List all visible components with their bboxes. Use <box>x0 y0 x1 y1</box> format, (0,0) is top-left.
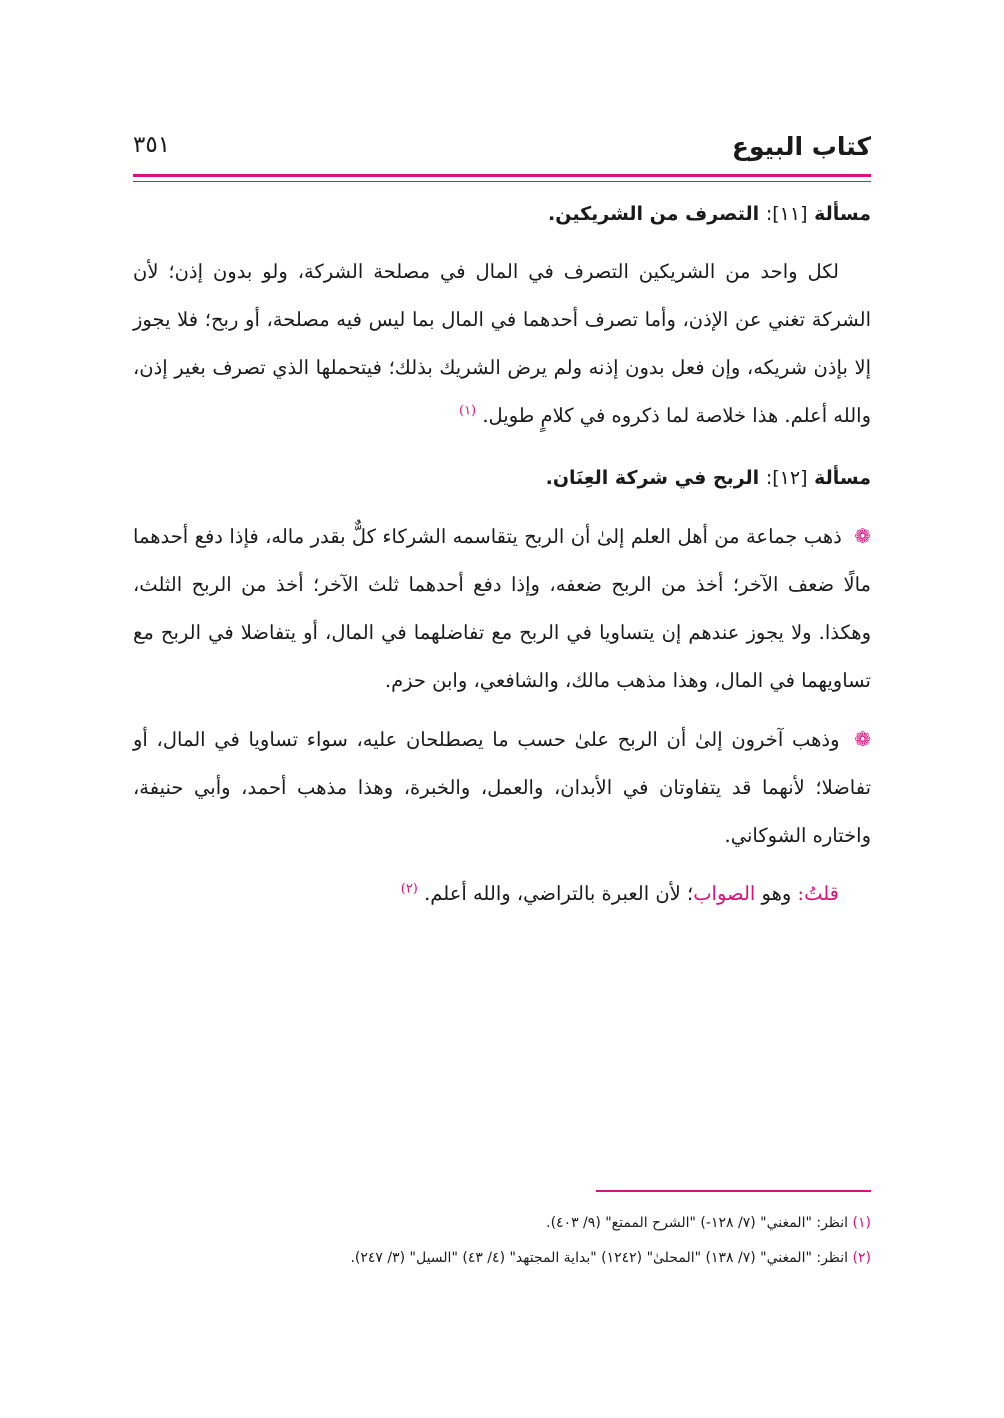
heading-label: مسألة <box>814 467 871 489</box>
conclusion-post: ؛ لأن العبرة بالتراضي، والله أعلم. <box>424 882 694 905</box>
page-number: ٣٥١ <box>133 132 171 158</box>
header-rule-thin <box>133 181 871 182</box>
footnote-number: (١) <box>852 1215 871 1231</box>
footnote-2 <box>133 1241 871 1276</box>
paragraph-text: وذهب آخرون إلىٰ أن الربح علىٰ حسب ما يصطلحان عليه، سواء تساويا في المال، أو تفاضلا؛ لأنهما قد يتفاوتان في الأبدان، والعمل، والخبرة، وهذا مذهب أحمد، وأبي حنيفة، واختاره الشوكاني. <box>133 728 871 847</box>
footnote-number: (٢) <box>852 1250 871 1266</box>
heading-title: الربح في شركة العِنَان. <box>545 467 760 489</box>
heading-label: مسألة <box>814 203 871 225</box>
footnote-text: انظر: "المغني" (٧/ ١٣٨) "المحلىٰ" (١٢٤٢) "بداية المجتهد" (٤/ ٤٣) "السيل" (٣/ ٢٤٧). <box>350 1250 849 1266</box>
footnote-separator <box>596 1190 871 1192</box>
book-title: كتاب البيوع <box>731 132 871 161</box>
footnote-ref-2[interactable]: (٢) <box>400 881 418 897</box>
footnote-text: انظر: "المغني" (٧/ ١٢٨-) "الشرح الممتع" (٩/ ٤٠٣). <box>546 1215 849 1231</box>
section-12-paragraph-2 <box>133 715 871 860</box>
section-heading-11 <box>133 190 871 238</box>
section-11-paragraph <box>133 248 871 440</box>
flower-ornament-icon: ❁ <box>854 727 872 751</box>
page-header <box>133 128 871 174</box>
page-content <box>133 190 871 918</box>
flower-ornament-icon: ❁ <box>854 524 871 548</box>
footnote-1 <box>133 1206 871 1241</box>
header-rule-thick <box>133 174 871 177</box>
footnotes <box>133 1206 871 1276</box>
heading-number: [١١]: <box>765 203 808 225</box>
heading-number: [١٢]: <box>765 467 808 489</box>
qultu-label: قلتُ: <box>797 882 839 905</box>
section-12-paragraph-1 <box>133 512 871 705</box>
conclusion-pre: وهو <box>761 882 792 905</box>
paragraph-text: ذهب جماعة من أهل العلم إلىٰ أن الربح يتقاسمه الشركاء كلٌّ بقدر ماله، فإذا دفع أحدهما مالًا ضعف الآخر؛ أخذ من الربح ضعفه، وإذا دفع أحدهما ثلث الآخر؛ أخذ من الربح الثلث، وهكذا. ولا يجوز عندهم إن يتساويا في الربح مع تفاضلهما في المال، أو يتفاضلا في الربح مع تساويهما في المال، وهذا مذهب مالك، والشافعي، وابن حزم. <box>133 525 871 692</box>
section-12-conclusion <box>133 870 871 918</box>
heading-title: التصرف من الشريكين. <box>548 203 760 225</box>
conclusion-highlight: الصواب <box>693 882 756 905</box>
section-heading-12 <box>133 454 871 502</box>
footnote-ref-1[interactable]: (١) <box>458 403 477 419</box>
paragraph-text: لكل واحد من الشريكين التصرف في المال في مصلحة الشركة، ولو بدون إذن؛ لأن الشركة تغني عن الإذن، وأما تصرف أحدهما في المال بما ليس فيه مصلحة، أو ربح؛ فلا يجوز إلا بإذن شريكه، وإن فعل بدون إذنه ولم يرض الشريك بذلك؛ فيتحملها الذي تصرف بغير إذن، والله أعلم. هذا خلاصة لما ذكروه في كلامٍ طويل. <box>133 260 871 427</box>
